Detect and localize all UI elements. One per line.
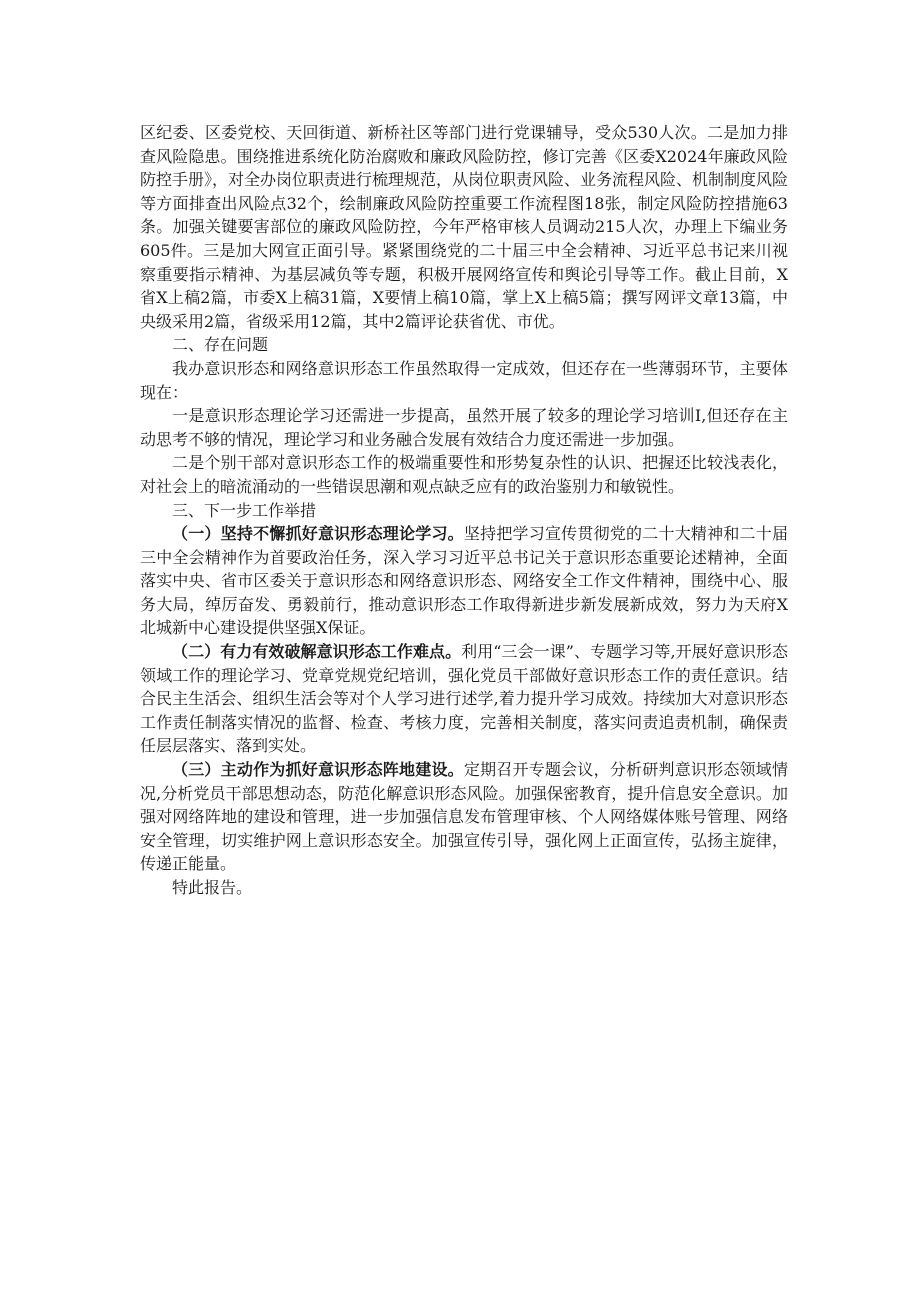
measure-one-body: 坚持把学习宣传贯彻党的二十大精神和二十届三中全会精神作为首要政治任务，深入学习习近平总书记关于意识形态重要论述精神，全面落实中央、省市区委关于意识形态和网络意识形态、网络安全工作文件精神，围绕中心、服务大局，绰厉奋发、勇毅前行，推动意识形态工作取得新进步新发展新成效，努力为天府X北城新中心建设提供坚强X保证。: [140, 524, 788, 638]
section-heading-next-steps: 三、下一步工作举措: [172, 500, 317, 520]
paragraph-continuation: 区纪委、区委党校、天回街道、新桥社区等部门进行党课辅导，受众530人次。二是加力排查风险隐患。围绕推进系统化防治腐败和廉政风险防控，修订完善《区委X2024年廉政风险防控手册》，对全办岗位职责进行梳理规范，从岗位职责风险、业务流程风险、机制制度风险等方面排查出风险点32个，绘制廉政风险防控重要工作流程图18张，制定风险防控措施63条。加强关键要害部位的廉政风险防控，今年严格审核人员调动215人次，办理上下编业务605件。三是加大网宣正面引导。紧紧围绕党的二十届三中全会精神、习近平总书记来川视察重要指示精神、为基层减负等专题，积极开展网络宣传和舆论引导等工作。截止目前，X省X上稿2篇，市委X上稿31篇，X要情上稿10篇，掌上X上稿5篇；撰写网评文章13篇，中央级采用2篇，省级采用12篇，其中2篇评论获省优、市优。: [140, 123, 789, 331]
measure-three-title: （三）主动作为抓好意识形态阵地建设。: [172, 760, 464, 780]
paragraph-measure-one: [140, 522, 788, 640]
paragraph-problems-intro: 我办意识形态和网络意识形态工作虽然取得一定成效，但还存在一些薄弱环节，主要体现在：: [140, 358, 788, 402]
measure-one-title: （一）坚持不懈抓好意识形态理论学习。: [172, 524, 464, 544]
closing-statement: 特此报告。: [172, 878, 253, 897]
paragraph-problem-one: 一是意识形态理论学习还需进一步提高，虽然开展了较多的理论学习培训I,但还存在主动思考不够的情况，理论学习和业务融合发展有效结合力度还需进一步加强。: [140, 406, 788, 449]
measure-two-title: （二）有力有效破解意识形态工作难点。: [172, 642, 462, 662]
measure-two-body: 利用“三会一课”、专题学习等,开展好意识形态领域工作的理论学习、党章党规党纪培训，强化党员干部做好意识形态工作的责任意识。结合民主生活会、组织生活会等对个人学习进行述学,着力提升学习成效。持续加大对意识形态工作责任制落实情况的监督、检查、考核力度，完善相关制度，落实问责追责机制，确保责任层层落实、落到实处。: [140, 642, 788, 756]
section-heading-problems: 二、存在问题: [172, 335, 269, 355]
paragraph-measure-two: [140, 640, 788, 758]
document-body: [140, 121, 788, 900]
paragraph-measure-three: [140, 758, 788, 876]
paragraph-problem-two: 二是个别干部对意识形态工作的极端重要性和形势复杂性的认识、把握还比较浅表化，对社会上的暗流涌动的一些错误思潮和观点缺乏应有的政治鉴别力和敏锐性。: [140, 453, 788, 496]
measure-three-body: 定期召开专题会议，分析研判意识形态领域情况,分析党员干部思想动态，防范化解意识形态风险。加强保密教育，提升信息安全意识。加强对网络阵地的建设和管理，进一步加强信息发布管理审核、个人网络媒体账号管理、网络安全管理，切实维护网上意识形态安全。加强宣传引导，强化网上正面宣传，弘扬主旋律，传递正能量。: [140, 760, 788, 874]
